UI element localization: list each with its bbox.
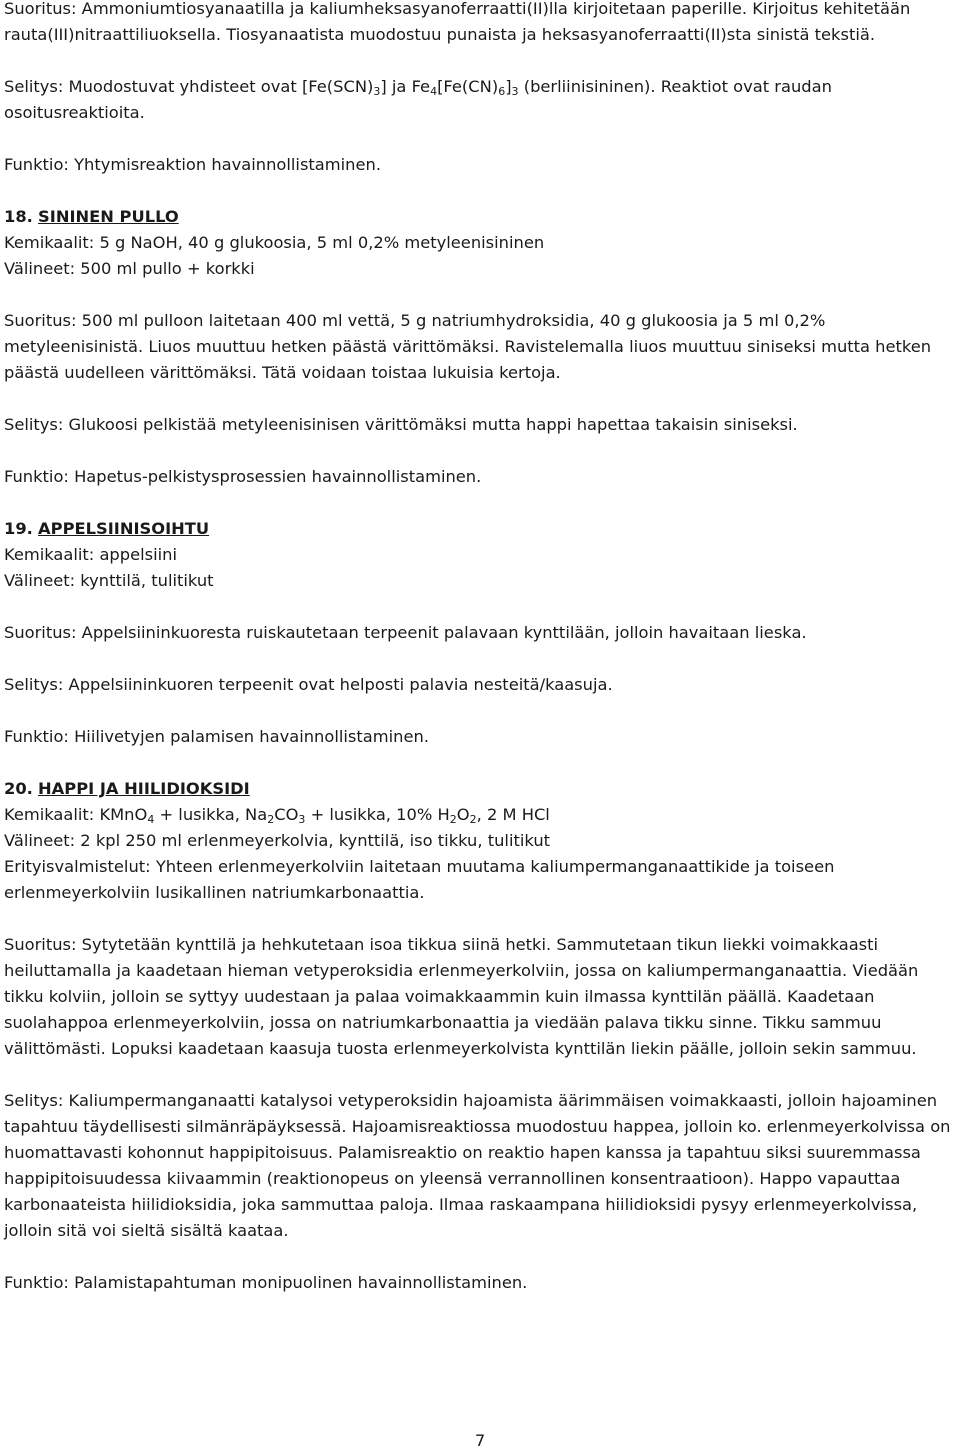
intro-funktio: Funktio: Yhtymisreaktion havainnollistaminen. — [4, 155, 381, 174]
exp18-valineet: Välineet: 500 ml pullo + korkki — [4, 259, 255, 278]
exp20-title: HAPPI JA HIILIDIOKSIDI — [38, 779, 250, 798]
exp19-selitys: Selitys: Appelsiininkuoren terpeenit ovat helposti palavia nesteitä/kaasuja. — [4, 675, 613, 694]
exp19-heading: 19. APPELSIINISOIHTU — [4, 519, 210, 538]
exp18-title: SININEN PULLO — [38, 207, 179, 226]
exp20-heading: 20. HAPPI JA HIILIDIOKSIDI — [4, 779, 250, 798]
exp20-suoritus: Suoritus: Sytytetään kynttilä ja hehkutetaan isoa tikkua siinä hetki. Sammutetaan tikun liekki voimakkaasti heiluttamalla ja kaadetaan hieman vetyperoksidia erlenmeyerkolviin, jossa on kaliumpermanganaattia. Viedään tikku kolviin, jolloin se syttyy uudestaan ja palaa voimakkaammin kuin ilmassa kynttilän päällä. Kaadetaan suolahappoa erlenmeyerkolviin, jossa on natriumkarbonaattia ja viedään palava tikku sinne. Tikku sammuu välittömästi. Lopuksi kaadetaan kaasuja tuosta erlenmeyerkolvista kynttilän liekin päälle, jolloin sekin sammuu. — [4, 935, 919, 1058]
exp18-heading: 18. SININEN PULLO — [4, 207, 179, 226]
exp18-suoritus: Suoritus: 500 ml pulloon laitetaan 400 ml vettä, 5 g natriumhydroksidia, 40 g glukoosia ja 5 ml 0,2% metyleenisinistä. Liuos muuttuu hetken päästä värittömäksi. Ravistelemalla liuos muuttuu siniseksi mutta hetken päästä uudelleen värittömäksi. Tätä voidaan toistaa lukuisia kertoja. — [4, 311, 932, 382]
exp20-kemikaalit: Kemikaalit: KMnO$_4$ + lusikka, $Na_2CO_3$ + lusikka, 10% $H_2O_2$, 2 M HCl — [4, 805, 550, 826]
page-number: 7 — [474, 1431, 486, 1450]
exp20-selitys: Selitys: Kaliumpermanganaatti katalysoi vetyperoksidin hajoamista äärimmäisen voimakkaasti, jolloin hajoaminen tapahtuu täydellisesti silmänräpäyksessä. Hajoamisreaktiossa muodostuu happea, jolloin ko. erlenmeyerkolvissa on huomattavasti kohonnut happipitoisuus. Palamisreaktio on reaktio hapen kanssa ja tapahtuu siksi suuremmassa happipitoisuudessa kiivaammin (reaktionopeus on yleensä verrannollinen konsentraatioon). Happo vapauttaa karbonaateista hiilidioksidia, joka sammuttaa paloja. Ilmaa raskaampana hiilidioksidi pysyy erlenmeyerkolvissa, jolloin sitä voi sieltä sisältä kaataa. — [4, 1091, 951, 1240]
exp18-selitys: Selitys: Glukoosi pelkistää metyleenisinisen värittömäksi mutta happi hapettaa takaisin siniseksi. — [4, 415, 798, 434]
exp18-funktio: Funktio: Hapetus-pelkistysprosessien havainnollistaminen. — [4, 467, 482, 486]
exp20-funktio: Funktio: Palamistapahtuman monipuolinen havainnollistaminen. — [4, 1273, 528, 1292]
exp19-title: APPELSIINISOIHTU — [38, 519, 210, 538]
exp20-erityisvalmistelut: Erityisvalmistelut: Yhteen erlenmeyerkolviin laitetaan muutama kaliumpermanganaattikide ja toiseen erlenmeyerkolviin lusikallinen natriumkarbonaattia. — [4, 857, 835, 902]
intro-selitys: Selitys: Muodostuvat yhdisteet ovat $[Fe(SCN)_3]$ ja $Fe_4[Fe(CN)_6]_3$ (berliinisininen). Reaktiot ovat raudan osoitusreaktioita. — [4, 77, 832, 122]
exp19-suoritus: Suoritus: Appelsiininkuoresta ruiskautetaan terpeenit palavaan kynttilään, jolloin havaitaan lieska. — [4, 623, 807, 642]
intro-suoritus: Suoritus: Ammoniumtiosyanaatilla ja kaliumheksasyanoferraatti(II)lla kirjoitetaan paperille. Kirjoitus kehitetään rauta(III)nitraattiliuoksella. Tiosyanaatista muodostuu punaista ja heksasyanoferraatti(II)sta sinistä tekstiä. — [4, 0, 911, 44]
exp19-funktio: Funktio: Hiilivetyjen palamisen havainnollistaminen. — [4, 727, 429, 746]
exp19-kemikaalit: Kemikaalit: appelsiini — [4, 545, 178, 564]
document-page — [4, 0, 956, 1296]
exp20-valineet: Välineet: 2 kpl 250 ml erlenmeyerkolvia, kynttilä, iso tikku, tulitikut — [4, 831, 551, 850]
exp18-kemikaalit: Kemikaalit: 5 g NaOH, 40 g glukoosia, 5 ml 0,2% metyleenisininen — [4, 233, 545, 252]
exp19-valineet: Välineet: kynttilä, tulitikut — [4, 571, 214, 590]
